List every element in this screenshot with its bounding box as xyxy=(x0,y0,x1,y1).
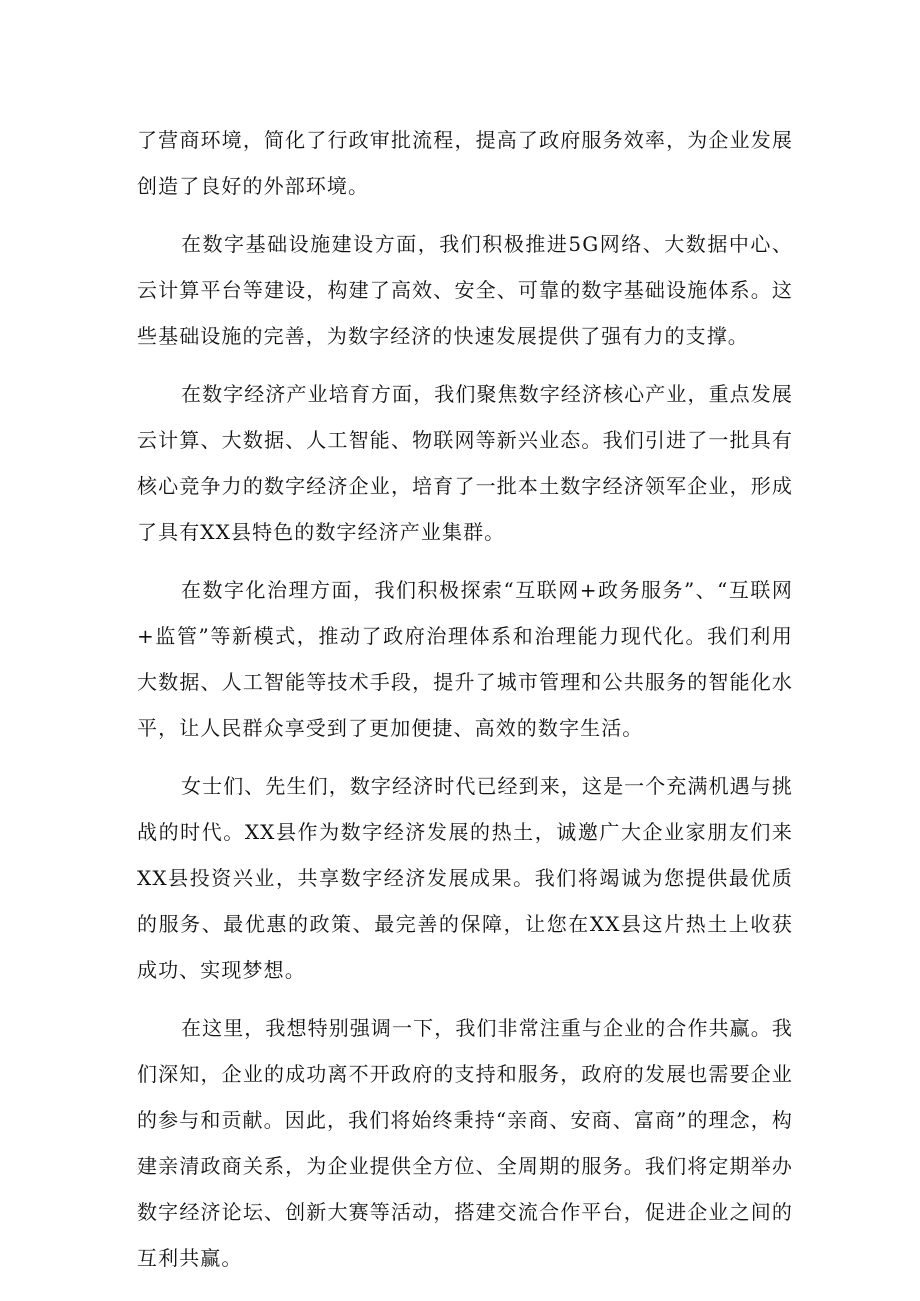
paragraph-digital-governance: 在数字化治理方面，我们积极探索“互联网+政务服务”、“互联网+监管”等新模式，推动了政府治理体系和治理能力现代化。我们利用大数据、人工智能等技术手段，提升了城市管理和公共服务的智能化水平，让人民群众享受到了更加便捷、高效的数字生活。 xyxy=(137,578,793,740)
paragraph-invitation: 女士们、先生们，数字经济时代已经到来，这是一个充满机遇与挑战的时代。XX县作为数字经济发展的热土，诚邀广大企业家朋友们来XX县投资兴业，共享数字经济发展成果。我们将竭诚为您提供最优质的服务、最优惠的政策、最完善的保障，让您在XX县这片热土上收获成功、实现梦想。 xyxy=(137,774,793,982)
paragraph-industry-cultivation: 在数字经济产业培育方面，我们聚焦数字经济核心产业，重点发展云计算、大数据、人工智能、物联网等新兴业态。我们引进了一批具有核心竞争力的数字经济企业，培育了一批本土数字经济领军企业，形成了具有XX县特色的数字经济产业集群。 xyxy=(137,382,793,544)
document-body xyxy=(137,117,793,1293)
paragraph-digital-infrastructure: 在数字基础设施建设方面，我们积极推进5G网络、大数据中心、云计算平台等建设，构建了高效、安全、可靠的数字基础设施体系。这些基础设施的完善，为数字经济的快速发展提供了强有力的支撑。 xyxy=(137,232,793,348)
paragraph-continuation: 了营商环境，简化了行政审批流程，提高了政府服务效率，为企业发展创造了良好的外部环境。 xyxy=(137,128,793,198)
paragraph-cooperation: 在这里，我想特别强调一下，我们非常注重与企业的合作共赢。我们深知，企业的成功离不开政府的支持和服务，政府的发展也需要企业的参与和贡献。因此，我们将始终秉持“亲商、安商、富商”的理念，构建亲清政商关系，为企业提供全方位、全周期的服务。我们将定期举办数字经济论坛、创新大赛等活动，搭建交流合作平台，促进企业之间的互利共赢。 xyxy=(137,1016,793,1270)
